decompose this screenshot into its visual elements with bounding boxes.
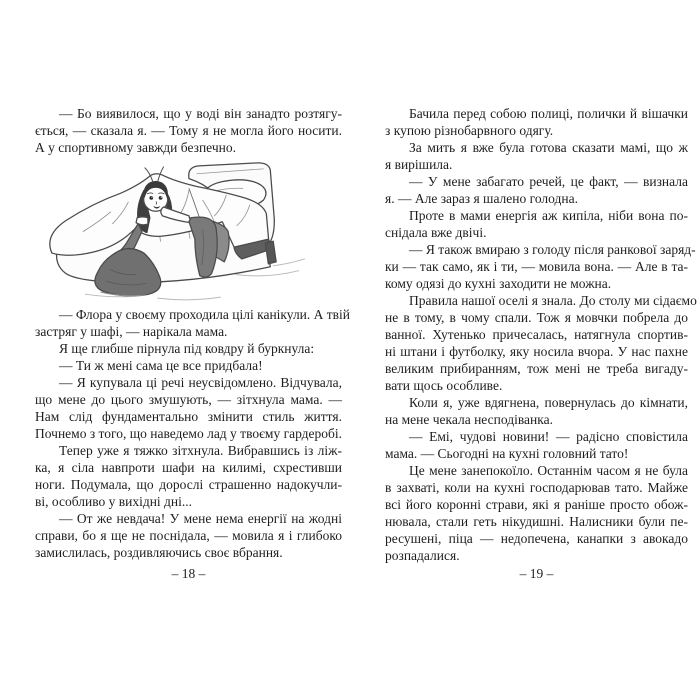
text-line: ні штани і футболку, яку носила вчора. У нас пахне bbox=[385, 344, 688, 359]
text-line: Я ще глибше пірнула під ковдру й буркнула: bbox=[59, 341, 315, 356]
text-line: Це мене занепокоїло. Останнім часом я не була bbox=[409, 463, 688, 478]
text-line: ві, особливо у вихідні дні... bbox=[35, 494, 193, 509]
paragraph bbox=[35, 105, 342, 156]
text-line: ка, я сіла навпроти шафи на килимі, схрестивши bbox=[35, 460, 342, 475]
paragraph bbox=[385, 173, 688, 207]
text-line: я. — Але зараз я шалено голодна. bbox=[385, 191, 578, 206]
text-line: — Ти ж мені сама це все придбала! bbox=[59, 358, 263, 373]
text-line: з купою різнобарвного одягу. bbox=[385, 123, 554, 138]
text-line: справи, бо я ще не поснідала, — мовила я і глибоко bbox=[35, 528, 342, 543]
text-line: — От же невдача! У мене нема енергії на жодні bbox=[59, 511, 342, 526]
text-line: застряг у шафі, — нарікала мама. bbox=[35, 324, 228, 339]
text-line: замислилась, роздивляючись своє вбрання. bbox=[35, 545, 283, 560]
text-line: мама. — Сьогодні на кухні головний тато! bbox=[385, 446, 629, 461]
text-line: нювала, стали геть нікудишні. Налисники були пе- bbox=[385, 514, 688, 529]
bed-illustration bbox=[35, 161, 342, 303]
text-line: — Флора у своєму проходила цілі канікули. А твій bbox=[59, 307, 351, 322]
paragraph bbox=[385, 139, 688, 173]
page-number-left: – 18 – bbox=[171, 566, 206, 581]
paragraph bbox=[385, 207, 688, 241]
text-line: — Емі, чудові новини! — радісно сповістила bbox=[409, 429, 688, 444]
paragraph bbox=[385, 105, 688, 139]
text-line: Тепер уже я тяжко зітхнула. Вибравшись із ліж- bbox=[59, 443, 342, 458]
text-line: Проте в мами енергія аж кипіла, ніби вона по- bbox=[409, 208, 688, 223]
text-line: снідала вже двічі. bbox=[385, 225, 487, 240]
text-line: — Бо виявилося, що у воді він занадто розтягу- bbox=[59, 106, 342, 121]
text-line: Правила нашої оселі я знала. До столу ми сідаємо bbox=[409, 293, 697, 308]
right-page bbox=[385, 105, 697, 605]
paragraph bbox=[385, 428, 688, 462]
text-line: розпадалися. bbox=[385, 548, 460, 563]
left-page-text-bottom bbox=[35, 306, 351, 561]
text-line: на мене чекала несподіванка. bbox=[385, 412, 553, 427]
left-page bbox=[35, 105, 351, 605]
text-line: великим прибиранням, тож мені не треба вигаду- bbox=[385, 361, 688, 376]
paragraph bbox=[35, 340, 342, 357]
text-line: вати щось особливе. bbox=[385, 378, 503, 393]
text-line: ресушені, піца — недопечена, канапки з авокадо bbox=[385, 531, 688, 546]
left-page-text-top bbox=[35, 105, 342, 156]
paragraph bbox=[35, 510, 342, 561]
text-line: ки — так само, як і ти, — мовила вона. — Але в та- bbox=[385, 259, 688, 274]
text-line: ноги. Подумала, що дорослі страшенно надокучли- bbox=[35, 477, 342, 492]
text-line: Бачила перед собою полиці, полички й вішачки bbox=[409, 106, 688, 121]
text-line: що мене до цього змушують, — зітхнула мама. — bbox=[35, 392, 342, 407]
paragraph bbox=[385, 241, 696, 292]
paragraph bbox=[35, 374, 342, 442]
paragraph bbox=[35, 442, 342, 510]
text-line: — Я також вмираю з голоду після ранкової заряд- bbox=[409, 242, 696, 257]
text-line: А у спортивному завжди безпечно. bbox=[35, 140, 236, 155]
paragraph bbox=[35, 357, 342, 374]
text-line: я вирішила. bbox=[385, 157, 453, 172]
text-line: всі його коронні страви, які я раніше просто обож- bbox=[385, 497, 688, 512]
page-number-right: – 19 – bbox=[519, 566, 554, 581]
text-line: — У мене забагато речей, це факт, — визнала bbox=[409, 174, 688, 189]
paragraph bbox=[385, 292, 697, 394]
text-line: в захваті, коли на кухні господарював тато. Майже bbox=[385, 480, 688, 495]
text-line: ванної. Хутенько причесалась, натягнула спортив- bbox=[385, 327, 688, 342]
text-line: кому одязі до кухні заходити не можна. bbox=[385, 276, 612, 291]
paragraph bbox=[35, 306, 351, 340]
paragraph bbox=[385, 462, 688, 564]
text-line: ється, — сказала я. — Тому я не могла його носити. bbox=[35, 123, 342, 138]
paragraph bbox=[385, 394, 688, 428]
text-line: Почнемо з того, що наведемо лад у твоєму гардеробі. bbox=[35, 426, 343, 441]
right-page-text bbox=[385, 105, 697, 564]
text-line: Коли я, уже вдягнена, повернулась до кімнати, bbox=[409, 395, 688, 410]
text-line: За мить я вже була готова сказати мамі, що ж bbox=[409, 140, 688, 155]
bed-illustration-svg bbox=[39, 161, 339, 303]
text-line: не в тому, в чому спали. Тож я мовчки побрела до bbox=[385, 310, 688, 325]
text-line: — Я купувала ці речі неусвідомлено. Відчувала, bbox=[59, 375, 342, 390]
text-line: Нам слід фундаментально змінити стиль життя. bbox=[35, 409, 342, 424]
